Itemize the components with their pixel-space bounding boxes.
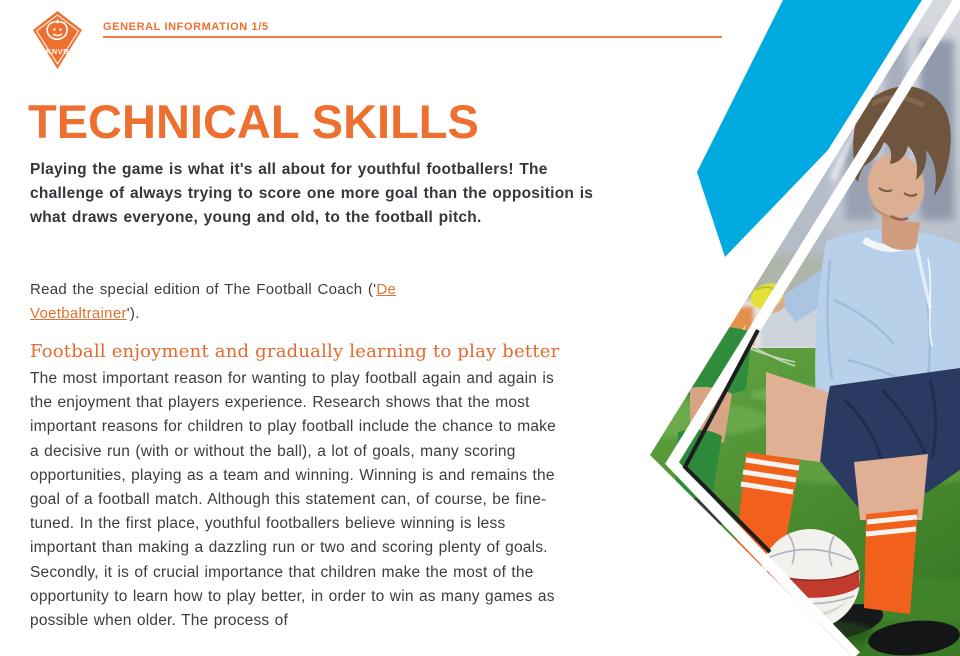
section-kicker: GENERAL INFORMATION 1/5 xyxy=(103,21,269,33)
knvb-logo-icon xyxy=(29,10,86,70)
section-heading: Football enjoyment and gradually learning to play better xyxy=(30,341,560,362)
read-edition-line xyxy=(30,278,460,326)
read-suffix: '). xyxy=(126,305,140,322)
logo-wordmark: KNVB xyxy=(45,47,70,56)
intro-paragraph: Playing the game is what it's all about for youthful footballers! The challenge of always trying to score one more goal than the opposition is what draws everyone, young and old, to the football pitch. xyxy=(30,161,594,226)
read-prefix: Read the special edition of The Football Coach (' xyxy=(30,281,377,298)
hero-graphic xyxy=(620,0,960,656)
hero-photo-illustration xyxy=(620,0,960,656)
voetbaltrainer-link[interactable]: De Voetbaltrainer xyxy=(30,281,397,322)
body-paragraph: The most important reason for wanting to play football again and again is the enjoyment that players experience. Research shows that the most important reasons for children to play football include the chance to make a decisive run (with or without the ball), a lot of goals, many scoring opportunities, playing as a team and winning. Winning is and remains the goal of a football match. Although this statement can, of course, be fine-tuned. In the first place, youthful footballers believe winning is less important than making a dazzling run or two and scoring plenty of goals. Secondly, it is of crucial importance that children make the most of the opportunity to learn how to play better, in order to win as many games as possible when older. The process of xyxy=(30,370,556,630)
page-title: TECHNICAL SKILLS xyxy=(28,95,479,148)
